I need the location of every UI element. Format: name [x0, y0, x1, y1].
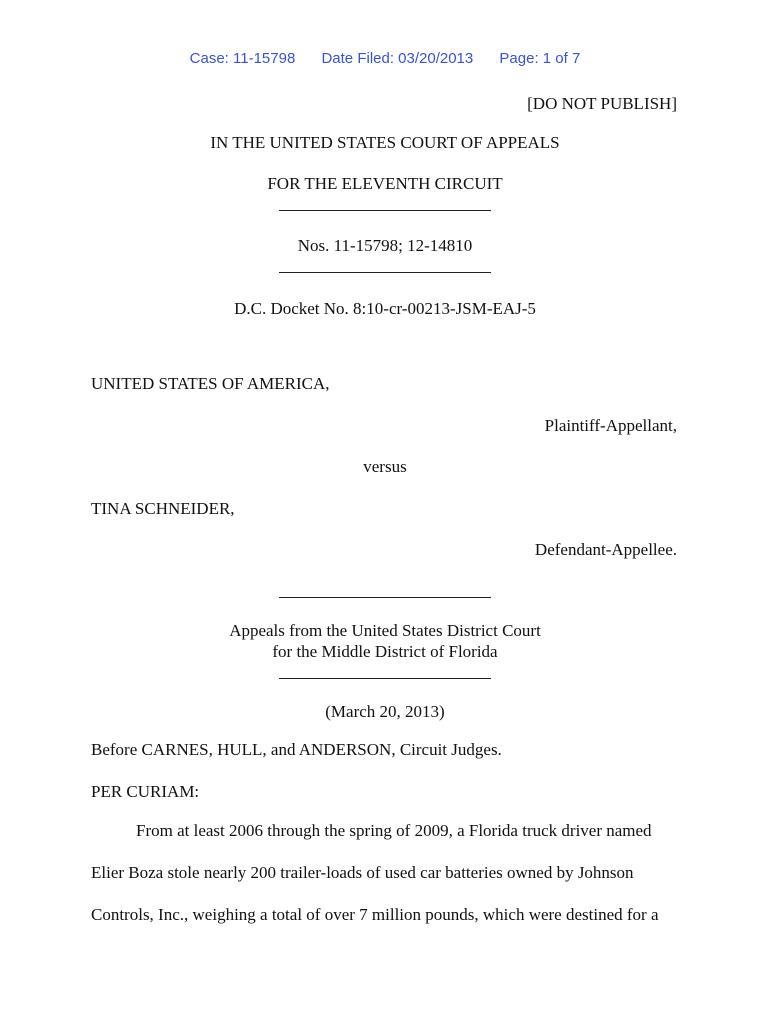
case-stamp-header: [0, 50, 770, 67]
divider-rule: [279, 597, 491, 598]
defendant-name: TINA SCHNEIDER,: [91, 499, 235, 518]
publish-note: [DO NOT PUBLISH]: [527, 94, 677, 113]
case-number-stamp: Case: 11-15798: [189, 50, 296, 67]
docket-number: D.C. Docket No. 8:10-cr-00213-JSM-EAJ-5: [234, 299, 536, 318]
court-name: IN THE UNITED STATES COURT OF APPEALS: [210, 133, 560, 152]
plaintiff-name: UNITED STATES OF AMERICA,: [91, 374, 330, 393]
circuit-name: FOR THE ELEVENTH CIRCUIT: [267, 174, 503, 193]
opinion-line: Elier Boza stole nearly 200 trailer-loads of used car batteries owned by Johnson: [91, 863, 634, 882]
divider-rule: [279, 272, 491, 273]
divider-rule: [279, 210, 491, 211]
case-numbers: Nos. 11-15798; 12-14810: [297, 236, 473, 255]
opinion-line: Controls, Inc., weighing a total of over 7 million pounds, which were destined for a: [91, 905, 659, 924]
divider-rule: [279, 678, 491, 679]
per-curiam-heading: PER CURIAM:: [91, 782, 200, 801]
appeal-source-line1: Appeals from the United States District Court: [229, 621, 541, 640]
opinion-line: From at least 2006 through the spring of 2009, a Florida truck driver named: [136, 821, 652, 840]
date-filed-stamp: Date Filed: 03/20/2013: [321, 50, 474, 67]
versus-text: versus: [363, 457, 407, 476]
decision-date: (March 20, 2013): [325, 702, 445, 721]
plaintiff-role: Plaintiff-Appellant,: [544, 416, 677, 435]
defendant-role: Defendant-Appellee.: [534, 540, 677, 559]
appeal-source-line2: for the Middle District of Florida: [272, 642, 498, 661]
panel-judges: Before CARNES, HULL, and ANDERSON, Circuit Judges.: [91, 740, 502, 759]
page-number-stamp: Page: 1 of 7: [499, 50, 581, 67]
